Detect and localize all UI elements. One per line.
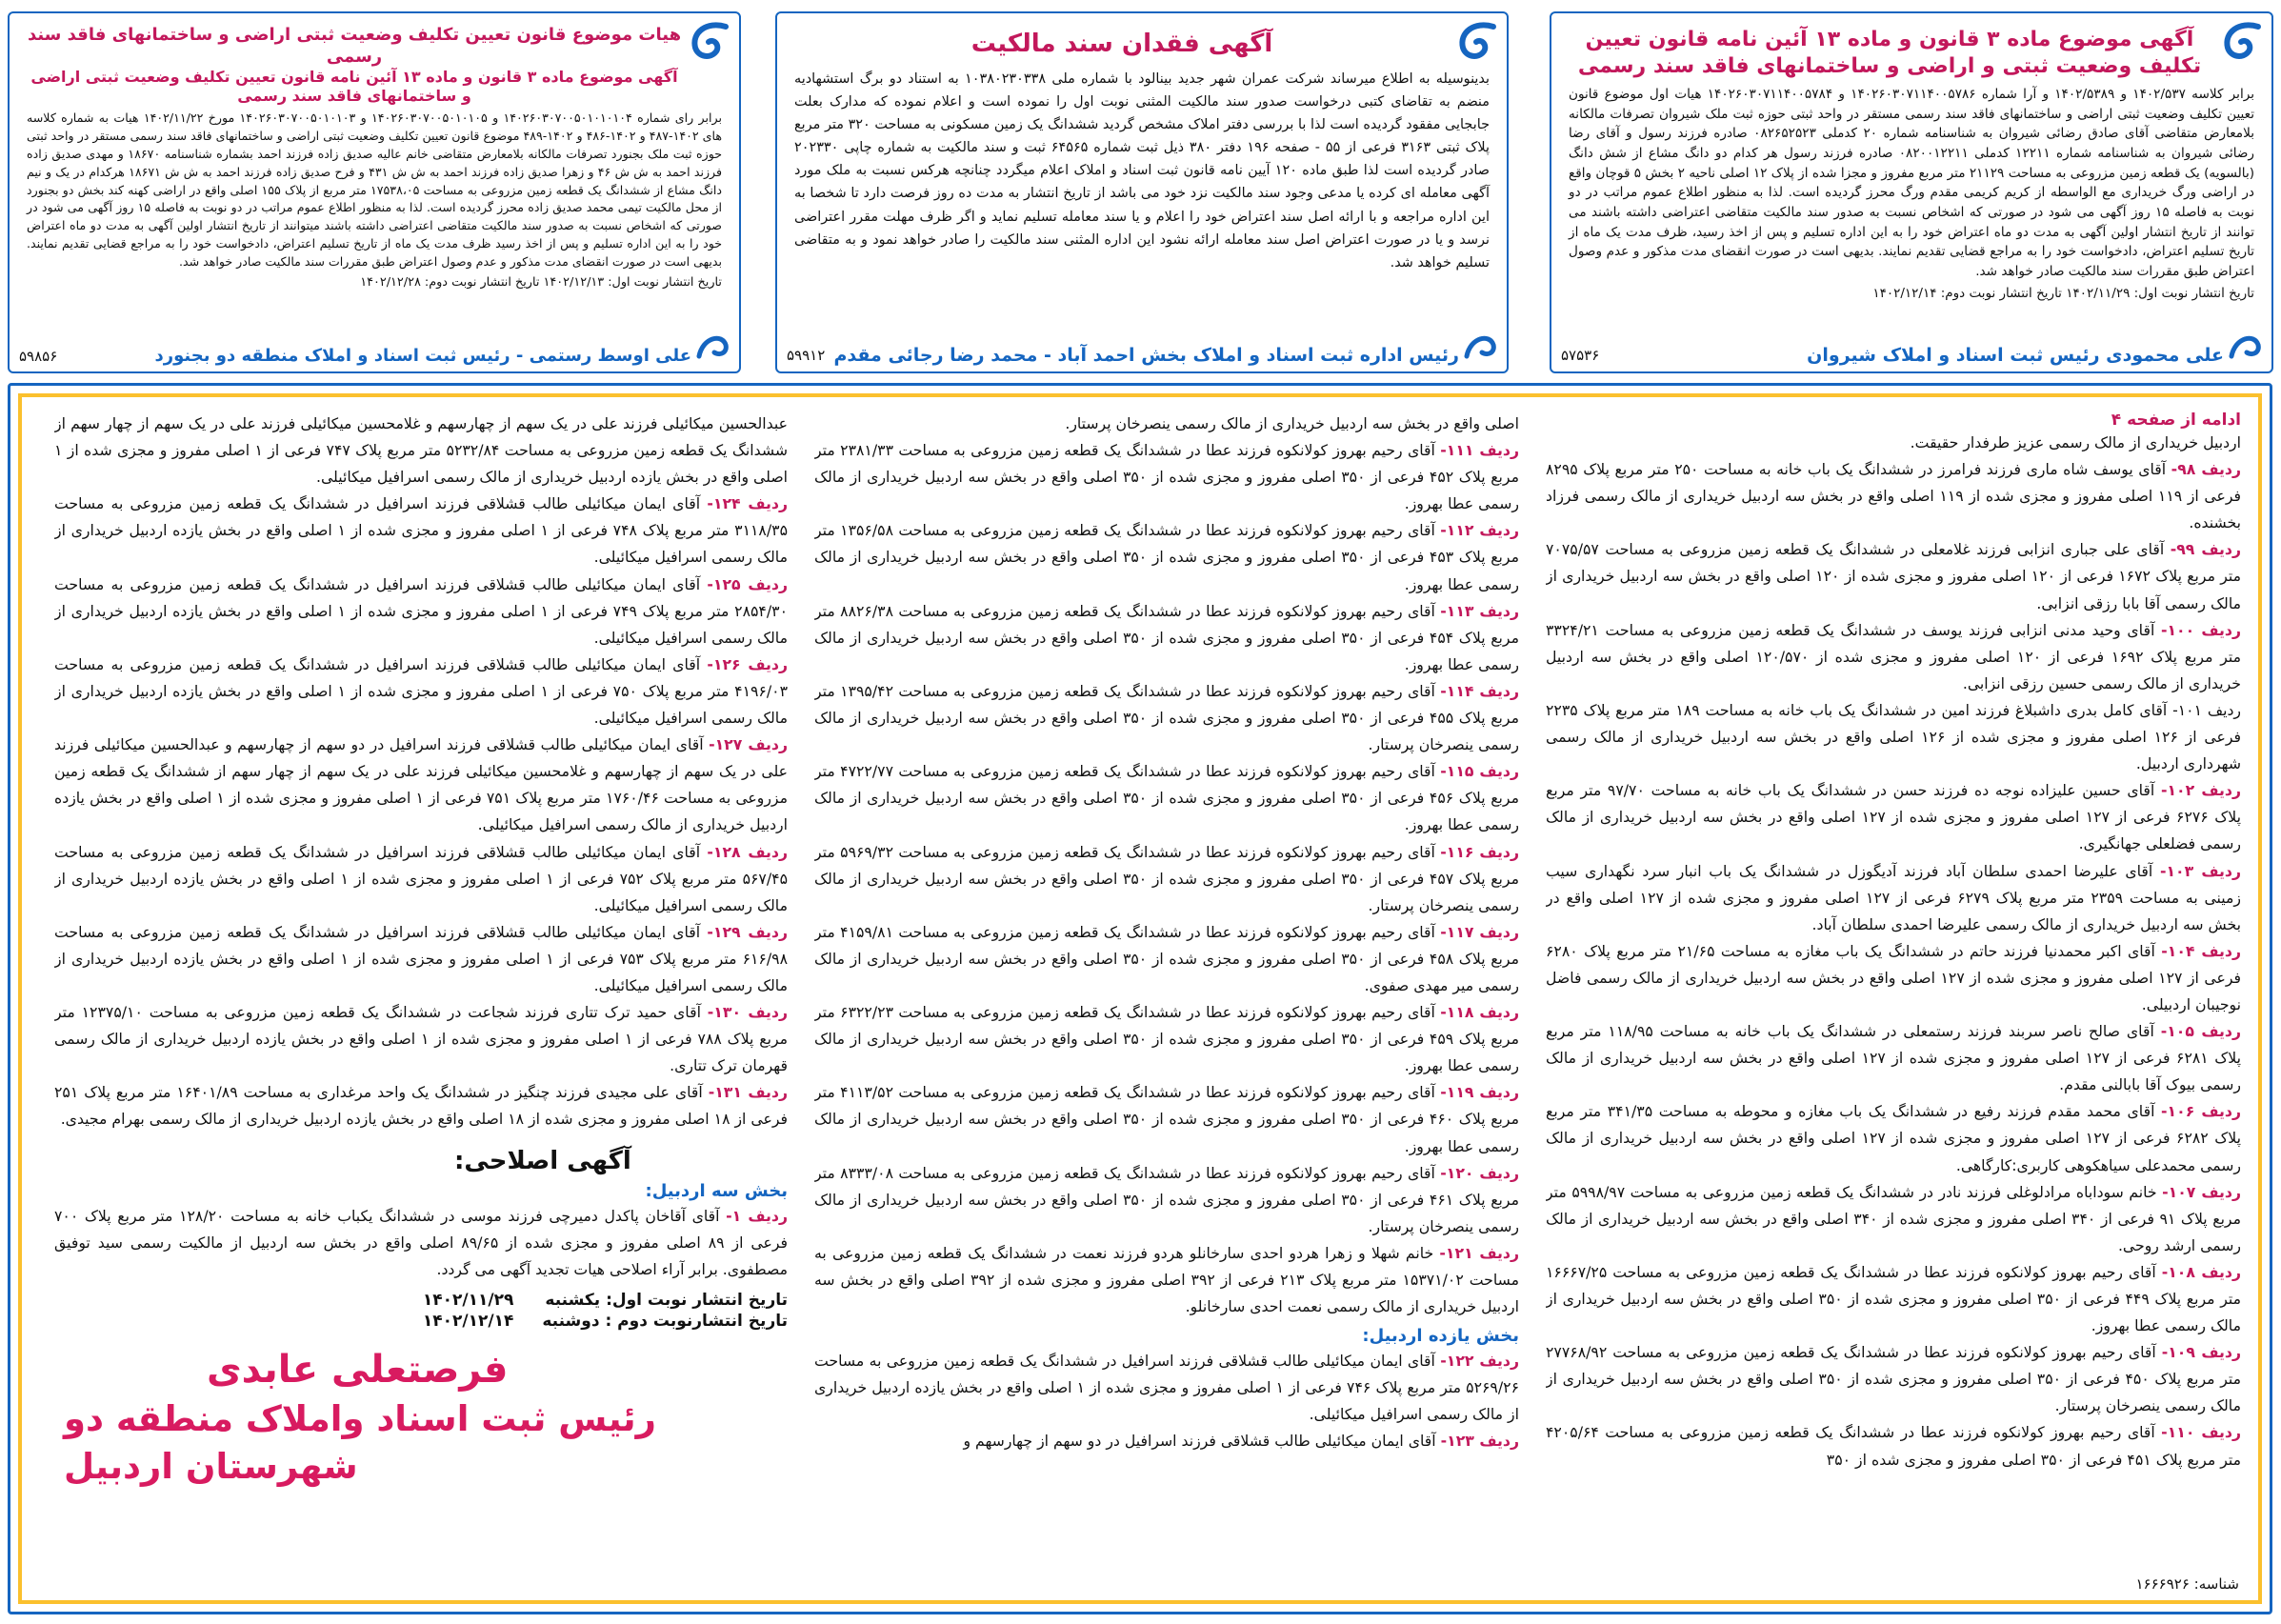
ad-signer: علی محمودی رئیس ثبت اسناد و املاک شیروان <box>1807 345 2224 366</box>
list-item <box>814 839 1519 919</box>
list-item <box>1546 1098 2241 1178</box>
row-text: آقای رحیم بهروز کولانکوه فرزند عطا در ششدانگ یک قطعه زمین مزروعی به مساحت ۱۳۹۵/۴۲ متر مربع پلاک ۴۵۵ فرعی از ۳۵۰ اصلی مفروز و مجزی شده از ۳۵۰ اصلی واقع در بخش سه اردبیل خریداری از مالک رسمی ینصرخان پرستار. <box>814 681 1519 754</box>
row-tag: ردیف ۱۰۵- <box>2160 1022 2241 1041</box>
list-item <box>54 491 788 571</box>
ad-subtitle: آگهی موضوع ماده ۳ قانون و ماده ۱۳ آئین نامه قانون تعیین تکلیف وضعیت ثبتی اراضی و ساختمانهای فاقد سند رسمی <box>30 68 678 105</box>
row-tag: ردیف ۱۰۹- <box>2161 1343 2241 1362</box>
row-tag: ردیف ۱۱۴- <box>1440 681 1519 700</box>
list-item <box>814 1428 1519 1454</box>
row-text: آقای محمد مقدم فرزند رفیع در ششدانگ یک باب مغازه و محوطه به مساحت ۳۴۱/۳۵ متر مربع پلاک ۶۲۸۲ فرعی از ۱۲۷ اصلی مفروز و مجزی شده از ۱۲۷ اصلی واقع در بخش سه اردبیل خریداری از مالک رسمی محمدعلی سیاهکوهی کاربری:کارگاهی. <box>1546 1102 2241 1174</box>
list-item <box>814 1240 1519 1320</box>
list-item <box>1546 456 2241 536</box>
main-notice <box>8 383 2272 1614</box>
ad-dates: تاریخ انتشار نوبت اول: ۱۴۰۲/۱۱/۲۹ تاریخ انتشار نوبت دوم: ۱۴۰۲/۱۲/۱۴ <box>1872 285 2254 301</box>
list-item <box>814 919 1519 999</box>
section-heading: بخش سه اردبیل: <box>645 1180 788 1201</box>
row-tag: ردیف ۱۱۳- <box>1440 601 1519 620</box>
row-text: آقای رحیم بهروز کولانکوه فرزند عطا در ششدانگ یک قطعه زمین مزروعی به مساحت ۶۳۲۲/۲۳ متر مربع پلاک ۴۵۹ فرعی از ۳۵۰ اصلی مفروز و مجزی شده از ۳۵۰ اصلی واقع در بخش سه اردبیل خریداری از مالک رسمی عطا بهروز. <box>814 1003 1519 1075</box>
swirl-ornament-icon <box>688 19 731 63</box>
ad-code: ۵۹۹۱۲ <box>787 347 826 364</box>
row-text: آقای رحیم بهروز کولانکوه فرزند عطا در ششدانگ یک قطعه زمین مزروعی به مساحت ۸۳۳۳/۰۸ متر مربع پلاک ۴۶۱ فرعی از ۳۵۰ اصلی مفروز و مجزی شده از ۳۵۰ اصلی واقع در بخش سه اردبیل خریداری از مالک رسمی ینصرخان پرستار. <box>814 1163 1519 1235</box>
main-notice-frame <box>18 393 2262 1604</box>
row-tag: ردیف ۱- <box>726 1206 788 1225</box>
list-item <box>54 732 788 838</box>
ad-code: ۵۹۸۵۶ <box>19 347 58 365</box>
row-tag: ردیف ۹۹- <box>2170 540 2241 559</box>
list-item <box>1546 938 2241 1018</box>
swirl-ornament-icon <box>1455 19 1499 63</box>
column-3 <box>54 411 788 1574</box>
row-tag: ردیف ۱۱۹- <box>1440 1083 1519 1102</box>
signer-block <box>54 1344 788 1491</box>
date2-value: ۱۴۰۲/۱۲/۱۴ <box>422 1311 514 1331</box>
list-item <box>54 652 788 732</box>
date1-label: تاریخ انتشار نوبت اول: یکشنبه <box>545 1290 788 1310</box>
ad-body: بدینوسیله به اطلاع میرساند شرکت عمران شهر جدید بینالود با شماره ملی ۱۰۳۸۰۲۳۰۳۳۸ به استناد دو برگ استشهادیه منضم به تقاضای کتبی درخواست صدور سند مالکیت المثنی نوبت اول را نموده است و اعلام نموده که مدارک بعلت جابجایی مفقود گردیده است لذا با بررسی دفتر املاک مشخص گردید ششدانگ یک زمین مسکونی به مساحت ۳۲۰ متر مربع پلاک ثبتی ۳۱۶۳ فرعی از ۵۵ - صفحه ۱۹۶ دفتر ۳۸۰ ذیل ثبت شماره ۶۴۵۶۵ ثبت و سند مالکیت به شماره چاپی ۲۰۲۳۳۰ صادر گردیده است لذا طبق ماده ۱۲۰ آیین نامه قانون ثبت اسناد و املاک اعلام میگردد چنانچه هرکس نسبت به ملک مورد آگهی معامله ای کرده یا مدعی وجود سند مالکیت نزد خود می باشد از تاریخ انتشار به مدت ده روز فرصت دارد تا شخصا به این اداره مراجعه و با ارائه اصل سند اعتراض خود را اعلام و یا سند معامله تسلیم نماید و اگر ظرف مهلت مقرر اعتراضی نرسد و یا در صورت اعتراض اصل سند معامله ارائه نشود این اداره المثنی سند مالکیت را صادر خواهد نمود و به متقاضی تسلیم خواهد شد. <box>794 70 1490 271</box>
ad-bojnourd <box>8 11 741 373</box>
swirl-ornament-icon <box>2226 328 2264 366</box>
row-tag: ردیف ۱۰۳- <box>2159 861 2241 880</box>
list-item <box>1546 1419 2241 1473</box>
row-tag: ردیف ۱۰۴- <box>2161 941 2241 960</box>
ad-title: آگهی موضوع ماده ۳ قانون و ماده ۱۳ آئین نامه قانون تعیین تکلیف وضعیت ثبتی و اراضی و ساختمانهای فاقد سند رسمی <box>1577 28 2202 78</box>
list-item <box>814 1079 1519 1159</box>
row-tag: ردیف ۱۱۲- <box>1440 521 1519 540</box>
row-tag: ردیف ۱۰۰- <box>2160 620 2241 639</box>
row-text: آقای اکبر محمدنیا فرزند حاتم در ششدانگ یک باب مغازه به مساحت ۲۱/۶۵ متر مربع پلاک ۶۲۸۰ فرعی از ۱۲۷ اصلی مفروز و مجزی شده از ۱۲۷ اصلی واقع در بخش سه اردبیل خریداری از مالک رسمی فاضل نوجیبان اردبیلی. <box>1546 941 2241 1013</box>
row-text: آقای علی جباری انزابی فرزند غلامعلی در ششدانگ یک قطعه زمین مزروعی به مساحت ۷۰۷۵/۵۷ متر مربع پلاک ۱۶۷۲ فرعی از ۱۲۰ اصلی مفروز و مجزی شده از ۱۲۰ اصلی واقع در بخش سه اردبیل خریداری از مالک رسمی آقا بابا رزقی انزابی. <box>1546 540 2241 612</box>
list-item <box>814 1348 1519 1428</box>
list-item <box>1546 536 2241 616</box>
list-item <box>814 999 1519 1079</box>
row-text: آقای رحیم بهروز کولانکوه فرزند عطا در ششدانگ یک قطعه زمین مزروعی به مساحت ۴۷۲۲/۷۷ متر مربع پلاک ۴۵۶ فرعی از ۳۵۰ اصلی مفروز و مجزی شده از ۳۵۰ اصلی واقع در بخش سه اردبیل خریداری از مالک رسمی عطا بهروز. <box>814 762 1519 834</box>
swirl-ornament-icon <box>1461 328 1499 366</box>
row-tag: ردیف ۱۱۰- <box>2161 1423 2241 1442</box>
ad-body: برابر کلاسه ۱۴۰۲/۵۳۷ و ۱۴۰۲/۵۳۸۹ و آرا شماره ۱۴۰۲۶۰۳۰۷۱۱۴۰۰۵۷۸۶ و ۱۴۰۲۶۰۳۰۷۱۱۴۰۰۵۷۸۴ هیات اول موضوع قانون تعیین تکلیف وضعیت ثبتی اراضی و ساختمانهای فاقد سند رسمی مستقر در واحد ثبتی حوزه ثبت ملک شیروان تصرفات مالکانه بلامعارض متقاضی آقای صادق رضائی شیروان به شناسنامه شماره ۲۰ کدملی ۰۸۲۶۵۲۵۲۳ صادره فرزند رسول و آقای رضا رضائی شیروان به شناسنامه شماره ۱۲۲۱۱ کدملی ۰۸۲۰۰۱۲۲۱۱ صادره فرزند رسول هر کدام دو دانگ مشاع از شش دانگ (بالسویه) یک قطعه زمین مزروعی به مساحت ۲۱۱۲۹ متر مربع مفروز و مجزا شده از پلاک ۱۲ اصلی ناحیه ۲ بخش ۵ قوچان واقع در اراضی ورگ خریداری مع الواسطه از کریم کریمی مقدم ورگ محرز گردیده است. لذا به منظور اطلاع عموم مراتب در دو نوبت به فاصله ۱۵ روز آگهی می شود در صورتی که اشخاص نسبت به صدور سند مالکیت متقاضی اعتراضی داشته باشند می توانند از تاریخ انتشار اولین آگهی به مدت دو ماه اعتراض خود را به این اداره تسلیم و پس از اخذ رسید، ظرف مدت یک ماه از تاریخ تسلیم اعتراض، دادخواست خود را به مراجع قضایی تقدیم نمایند. بدیهی است در صورت انقضای مدت مذکور و عدم وصول اعتراض طبق مقررات سند مالکیت صادر خواهد شد. <box>1569 87 2255 279</box>
row-tag: ردیف ۱۱۶- <box>1440 842 1519 861</box>
row-text: آقای رحیم بهروز کولانکوه فرزند عطا در ششدانگ یک قطعه زمین مزروعی به مساحت ۸۸۲۶/۳۸ متر مربع پلاک ۴۵۴ فرعی از ۳۵۰ اصلی مفروز و مجزی شده از ۳۵۰ اصلی واقع در بخش سه اردبیل خریداری از مالک رسمی عطا بهروز. <box>814 601 1519 673</box>
list-item <box>54 919 788 999</box>
list-item <box>1546 1259 2241 1339</box>
row-tag: ردیف ۱۱۷- <box>1440 922 1519 941</box>
list-item <box>814 1160 1519 1240</box>
list-item <box>1546 858 2241 938</box>
ad-title: هیات موضوع قانون تعیین تکلیف وضعیت ثبتی اراضی و ساختمانهای فاقد سند رسمی <box>27 25 682 67</box>
ad-footer <box>19 346 730 366</box>
row-text: آقای صالح ناصر سربند فرزند رستمعلی در ششدانگ یک باب خانه به مساحت ۱۱۸/۹۵ متر مربع پلاک ۶۲۸۱ فرعی از ۱۲۷ اصلی مفروز و مجزی شده از ۱۲۷ اصلی واقع در بخش سه اردبیل خریداری از مالک رسمی بیوک آقا بابالنی مقدم. <box>1546 1022 2241 1094</box>
signer-title: رئیس ثبت اسناد واملاک منطقه دو شهرستان اردبیل <box>64 1397 656 1487</box>
row-text: خانم سوداباه مرادلوغلی فرزند نادر در ششدانگ یک قطعه زمین مزروعی به مساحت ۵۹۹۸/۹۷ متر مربع پلاک ۹۱ فرعی از ۳۴۰ اصلی مفروز و مجزی شده از ۳۴۰ اصلی واقع در بخش سه اردبیل خریداری از مالک رسمی ارشد روحی. <box>1546 1182 2241 1254</box>
date1-value: ۱۴۰۲/۱۱/۲۹ <box>422 1290 514 1310</box>
list-item <box>54 839 788 919</box>
row-tag: ردیف ۱۱۸- <box>1440 1003 1519 1022</box>
row-tag: ردیف ۱۲۳- <box>1440 1432 1519 1451</box>
row-tag: ردیف ۱۳۰- <box>707 1003 788 1022</box>
row-text: آقای ایمان میکائیلی طالب قشلاقی فرزند اسرافیل در ششدانگ یک قطعه زمین مزروعی به مساحت ۵۶۷/۴۵ متر مربع پلاک ۷۵۲ فرعی از ۱ اصلی مفروز و مجزی شده از ۱ اصلی واقع در بخش یازده اردبیل خریداری از مالک رسمی اسرافیل میکائیلی. <box>54 842 788 914</box>
row-tag: ردیف ۱۲۷- <box>709 735 788 754</box>
notice-id: شناسه: ۱۶۶۶۹۲۶ <box>2135 1575 2239 1593</box>
list-item <box>1546 697 2241 777</box>
ad-dates: تاریخ انتشار نوبت اول: ۱۴۰۲/۱۲/۱۳ تاریخ انتشار نوبت دوم: ۱۴۰۲/۱۲/۲۸ <box>360 275 722 291</box>
row-tag: ردیف ۱۰۷- <box>2162 1182 2241 1201</box>
row-text: آقای رحیم بهروز کولانکوه فرزند عطا در ششدانگ یک قطعه زمین مزروعی به مساحت ۴۱۵۹/۸۱ متر مربع پلاک ۴۵۸ فرعی از ۳۵۰ اصلی مفروز و مجزی شده از ۳۵۰ اصلی واقع در بخش سه اردبیل خریداری از مالک رسمی میر مهدی صفوی. <box>814 922 1519 994</box>
ad-shirvan <box>1550 11 2273 373</box>
row-tag: ردیف ۱۰۸- <box>2161 1262 2241 1281</box>
row-text: خانم شهلا و زهرا هردو احدی سارخانلو هردو فرزند نعمت در ششدانگ یک قطعه زمین مزروعی به مساحت ۱۵۳۷۱/۰۲ متر مربع پلاک ۲۱۳ فرعی از ۳۹۲ اصلی مفروز و مجزی شده از ۳۹۲ اصلی واقع در بخش سه اردبیل خریداری از مالک رسمی نعمت احدی سارخانلو. <box>814 1243 1519 1316</box>
row-text: ردیف ۱۰۱- آقای کامل بدری داشبلاغ فرزند امین در ششدانگ یک باب خانه به مساحت ۱۸۹ متر مربع پلاک ۲۲۳۵ فرعی از ۱۲۶ اصلی مفروز و مجزی شده از ۱۲۶ اصلی واقع در بخش سه اردبیل خریداری از مالک رسمی شهرداری اردبیل. <box>1546 700 2241 773</box>
row-text: آقای ایمان میکائیلی طالب قشلاقی فرزند اسرافیل در ششدانگ یک قطعه زمین مزروعی به مساحت ۳۱۱۸/۳۵ متر مربع پلاک ۷۴۸ فرعی از ۱ اصلی مفروز و مجزی شده از ۱ اصلی واقع در بخش یازده اردبیل خریداری از مالک رسمی اسرافیل میکائیلی. <box>54 494 788 567</box>
row-text: آقای حسین علیزاده نوجه ده فرزند حسن در ششدانگ یک باب خانه به مساحت ۹۷/۷۰ متر مربع پلاک ۶۲۷۶ فرعی از ۱۲۷ اصلی مفروز و مجزی شده از ۱۲۷ اصلی واقع در بخش سه اردبیل خریداری از مالک رسمی فضلعلی جهانگیری. <box>1546 781 2241 853</box>
row-text: آقای رحیم بهروز کولانکوه فرزند عطا در ششدانگ یک قطعه زمین مزروعی به مساحت ۱۳۵۶/۵۸ متر مربع پلاک ۴۵۳ فرعی از ۳۵۰ اصلی مفروز و مجزی شده از ۳۵۰ اصلی واقع در بخش سه اردبیل خریداری از مالک رسمی عطا بهروز. <box>814 521 1519 593</box>
row-tag: ردیف ۱۲۲- <box>1440 1352 1519 1371</box>
ad-lost-deed <box>775 11 1509 373</box>
row-text: آقای آقاخان پاکدل دمیرچی فرزند موسی در ششدانگ یکباب خانه به مساحت ۱۲۸/۲۰ متر مربع پلاک ۷۰۰ فرعی از ۸۹ اصلی مفروز و مجزی شده از ۸۹/۶۵ اصلی واقع در بخش سه اردبیل از مالکیت رسمی سید توفیق مصطفوی. برابر آراء اصلاحی هیات تجدید آگهی می گردد. <box>54 1206 788 1278</box>
date2-label: تاریخ انتشارنوبت دوم : دوشنبه <box>542 1311 788 1331</box>
ad-footer <box>1561 345 2262 366</box>
row-text: آقای رحیم بهروز کولانکوه فرزند عطا در ششدانگ یک قطعه زمین مزروعی به مساحت ۴۲۰۵/۶۴ متر مربع پلاک ۴۵۱ فرعی از ۳۵۰ اصلی مفروز و مجزی شده از ۳۵۰ <box>1546 1423 2241 1469</box>
list-item <box>1546 617 2241 697</box>
row-text: آقای ایمان میکائیلی طالب قشلاقی فرزند اسرافیل در دو سهم از چهارسهم و <box>963 1432 1441 1451</box>
correction-title: آگهی اصلاحی: <box>454 1146 631 1175</box>
list-item <box>814 437 1519 517</box>
list-item <box>54 999 788 1079</box>
section-heading: بخش یازده اردبیل: <box>1362 1326 1519 1347</box>
ad-title: آگهی فقدان سند مالکیت <box>970 30 1273 58</box>
row-text: آقای رحیم بهروز کولانکوه فرزند عطا در ششدانگ یک قطعه زمین مزروعی به مساحت ۴۱۱۳/۵۲ متر مربع پلاک ۴۶۰ فرعی از ۳۵۰ اصلی مفروز و مجزی شده از ۳۵۰ اصلی واقع در بخش سه اردبیل خریداری از مالک رسمی عطا بهروز. <box>814 1083 1519 1155</box>
list-item <box>1546 1179 2241 1259</box>
row-tag: ردیف ۱۳۱- <box>708 1083 788 1102</box>
row-tag: ردیف ۱۲۰- <box>1440 1163 1519 1182</box>
row-text: آقای ایمان میکائیلی طالب قشلاقی فرزند اسرافیل در ششدانگ یک قطعه زمین مزروعی به مساحت ۴۱۹۶/۰۳ متر مربع پلاک ۷۵۰ فرعی از ۱ اصلی مفروز و مجزی شده از ۱ اصلی واقع در بخش یازده اردبیل خریداری از مالک رسمی اسرافیل میکائیلی. <box>54 654 788 728</box>
row-tag: ردیف ۱۲۸- <box>707 842 788 861</box>
list-item <box>1546 1339 2241 1419</box>
list-item <box>814 598 1519 678</box>
signer-name: فرصتعلی عابدی <box>207 1347 509 1392</box>
row-tag: ردیف ۱۰۲- <box>2160 781 2241 800</box>
list-item: عبدالحسین میکائیلی فرزند علی در یک سهم از چهارسهم و غلامحسین میکائیلی فرزند علی در یک سهم از چهار سهم از ششدانگ یک قطعه زمین مزروعی به مساحت ۵۲۳۲/۸۴ متر مربع پلاک ۷۴۷ فرعی از ۱ اصلی مفروز و مجزی شده از ۱ اصلی واقع در بخش یازده اردبیل خریداری از مالک رسمی اسرافیل میکائیلی. <box>54 414 788 487</box>
list-item <box>1546 1018 2241 1098</box>
row-text: آقای وحید مدنی انزابی فرزند یوسف در ششدانگ یک قطعه زمین مزروعی به مساحت ۳۳۲۴/۲۱ متر مربع پلاک ۱۶۹۲ فرعی از ۱۲۰ اصلی مفروز و مجزی شده از ۱۲۰/۵۷۰ اصلی واقع در بخش سه اردبیل خریداری از مالک رسمی حسین رزقی انزابی. <box>1546 620 2241 692</box>
row-text: آقای یوسف شاه ماری فرزند فرامرز در ششدانگ یک باب خانه به مساحت ۲۵۰ متر مربع پلاک ۸۲۹۵ فرعی از ۱۱۹ اصلی مفروز و مجزی شده از ۱۱۹ اصلی واقع در بخش سه اردبیل خریداری از مالک رسمی فرزاد بخشنده. <box>1546 460 2241 532</box>
row-tag: ردیف ۱۱۱- <box>1440 441 1519 460</box>
publication-dates <box>54 1291 788 1331</box>
row-text: آقای رحیم بهروز کولانکوه فرزند عطا در ششدانگ یک قطعه زمین مزروعی به مساحت ۵۹۶۹/۳۲ متر مربع پلاک ۴۵۷ فرعی از ۳۵۰ اصلی مفروز و مجزی شده از ۳۵۰ اصلی واقع در بخش سه اردبیل خریداری از مالک رسمی ینصرخان پرستار. <box>814 842 1519 914</box>
ad-signer: علی اوسط رستمی - رئیس ثبت اسناد و املاک منطقه دو بجنورد <box>154 346 691 366</box>
row-tag: ردیف ۱۲۱- <box>1439 1243 1519 1262</box>
column-1 <box>1546 411 2241 1574</box>
row-tag: ردیف ۱۲۵- <box>707 574 788 593</box>
row-tag: ردیف ۱۲۴- <box>707 494 788 513</box>
ad-body: برابر رای شماره ۱۴۰۲۶۰۳۰۷۰۰۵۰۱۰۱۰۱۰۴ و ۱۴۰۲۶۰۳۰۷۰۰۵۰۱۰۱۰۵ و ۱۴۰۲۶۰۳۰۷۰۰۵۰۱۰۱۰۳ مورخ ۱۴۰۲/۱۱/۲۲ هیات به شماره کلاسه های ۱۴۰۲-۴۸۷ و ۱۴۰۲-۴۸۶ و ۱۴۰۲-۴۸۹ موضوع قانون تعیین تکلیف وضعیت ثبتی اراضی و ساختمانهای فاقد سند رسمی مستقر در واحد ثبتی حوزه ثبت ملک بجنورد تصرفات مالکانه بلامعارض متقاضی خانم عالیه صدیق زاده فرزند احمد بشماره شناسنامه ۱۸۶۷۰ و مهدی صدیق زاده فرزند احمد به ش ش ۴۶ و زهرا صدیق زاده فرزند احمد به ش ش ۴۳۱ و فرح صدیق زاده فرزند احمد به ش ش ۱۸۶۷۱ هرکدام در یک و نیم دانگ مشاع از ششدانگ یک قطعه زمین مزروعی به مساحت ۱۷۵۳۸،۰۵ متر مربع از پلاک ۱۵۵ اصلی واقع در اراضی کهنه کند بخش دو بجنورد از محل مالکیت تیمی محمد صدیق زاده محرز گردیده است. لذا به منظور اطلاع عموم مراتب در دو نوبت به فاصله ۱۵ روز آگهی می شود در صورتی که اشخاص نسبت به صدور سند مالکیت متقاضی اعتراضی داشته باشند میتوانند از تاریخ انتشار اولین آگهی به مدت دو ماه اعتراض خود را به این اداره تسلیم و پس از اخذ رسید ظرف مدت یک ماه از تاریخ تسلیم اعتراض، دادخواست خود را به مراجع قضایی تقدیم نمایند. بدیهی است در صورت انقضای مدت مذکور و عدم وصول اعتراض طبق مقررات سند مالکیت صادر خواهد شد. <box>27 110 723 270</box>
ad-signer: رئیس اداره ثبت اسناد و املاک بخش احمد آباد - محمد رضا رجائی مقدم <box>833 345 1459 366</box>
list-item <box>54 1203 788 1283</box>
row-tag: ردیف ۱۲۹- <box>707 922 788 941</box>
row-text: آقای رحیم بهروز کولانکوه فرزند عطا در ششدانگ یک قطعه زمین مزروعی به مساحت ۲۷۷۶۸/۹۲ متر مربع پلاک ۴۵۰ فرعی از ۳۵۰ اصلی مفروز و مجزی شده از ۳۵۰ اصلی واقع در بخش سه اردبیل خریداری از مالک رسمی ینصرخان پرستار. <box>1546 1343 2241 1415</box>
row-text: آقای علی مجیدی فرزند چنگیز در ششدانگ یک واحد مرغداری به مساحت ۱۶۴۰۱/۸۹ متر مربع پلاک ۲۵۱ فرعی از ۱۸ اصلی مفروز و مجزی شده از ۱۸ اصلی واقع در بخش یازده اردبیل خریداری از مالک رسمی بهرام مجیدی. <box>54 1083 788 1129</box>
list-item <box>814 678 1519 758</box>
swirl-ornament-icon <box>693 328 731 366</box>
row-text: آقای رحیم بهروز کولانکوه فرزند عطا در ششدانگ یک قطعه زمین مزروعی به مساحت ۲۳۸۱/۳۳ متر مربع پلاک ۴۵۲ فرعی از ۳۵۰ اصلی مفروز و مجزی شده از ۳۵۰ اصلی واقع در بخش سه اردبیل خریداری از مالک رسمی عطا بهروز. <box>814 441 1519 513</box>
row-text: آقای علیرضا احمدی سلطان آباد فرزند آدیگوزل در ششدانگ یک باب انبار سرد نگهداری سیب زمینی به مساحت ۲۳۵۹ متر مربع پلاک ۶۲۷۹ فرعی از ۱۲۷ اصلی مفروز و مجزی شده از ۱۲۷ اصلی واقع در بخش سه اردبیل خریداری از مالک رسمی علیرضا احمدی سلطان آباد. <box>1546 861 2241 933</box>
row-text: آقای ایمان میکائیلی طالب قشلاقی فرزند اسرافیل در ششدانگ یک قطعه زمین مزروعی به مساحت ۵۲۶۹/۲۶ متر مربع پلاک ۷۴۶ فرعی از ۱ اصلی مفروز و مجزی شده از ۱ اصلی واقع در بخش یازده اردبیل خریداری از مالک رسمی اسرافیل میکائیلی. <box>814 1352 1519 1424</box>
row-tag: ردیف ۱۲۶- <box>707 654 788 673</box>
list-item: اصلی واقع در بخش سه اردبیل خریداری از مالک رسمی ینصرخان پرستار. <box>1065 414 1519 432</box>
column-2 <box>814 411 1519 1574</box>
row-tag: ردیف ۱۱۵- <box>1440 762 1519 781</box>
row-text: آقای رحیم بهروز کولانکوه فرزند عطا در ششدانگ یک قطعه زمین مزروعی به مساحت ۱۶۶۶۷/۲۵ متر مربع پلاک ۴۴۹ فرعی از ۳۵۰ اصلی مفروز و مجزی شده از ۳۵۰ اصلی واقع در بخش سه اردبیل خریداری از مالک رسمی عطا بهروز. <box>1546 1262 2241 1335</box>
ad-code: ۵۷۵۳۶ <box>1561 347 1600 364</box>
list-item <box>814 758 1519 838</box>
swirl-ornament-icon <box>2220 19 2264 63</box>
ad-footer <box>787 345 1497 366</box>
row-tag: ردیف ۱۰۶- <box>2161 1102 2241 1121</box>
list-item <box>54 571 788 652</box>
row-text: آقای ایمان میکائیلی طالب قشلاقی فرزند اسرافیل در ششدانگ یک قطعه زمین مزروعی به مساحت ۶۱۶/۹۸ متر مربع پلاک ۷۵۳ فرعی از ۱ اصلی مفروز و مجزی شده از ۱ اصلی واقع در بخش یازده اردبیل خریداری از مالک رسمی اسرافیل میکائیلی. <box>54 922 788 994</box>
row-text: آقای حمید ترک تتاری فرزند شجاعت در ششدانگ یک قطعه زمین مزروعی به مساحت ۱۲۳۷۵/۱۰ متر مربع پلاک ۷۸۸ فرعی از ۱ اصلی مفروز و مجزی شده از ۱ اصلی واقع در بخش یازده اردبیل خریداری از مالک رسمی قهرمان ترک تتاری. <box>54 1003 788 1075</box>
list-item: اردبیل خریداری از مالک رسمی عزیز طرفدار حقیقت. <box>1910 433 2241 451</box>
row-text: آقای ایمان میکائیلی طالب قشلاقی فرزند اسرافیل در دو سهم از چهارسهم و عبدالحسین میکائیلی فرزند علی در یک سهم از چهارسهم و غلامحسین میکائیلی فرزند علی در یک سهم از چهار سهم از ششدانگ یک قطعه زمین مزروعی به مساحت ۱۷۶۰/۴۶ متر مربع پلاک ۷۵۱ فرعی از ۱ اصلی مفروز و مجزی شده از ۱ اصلی واقع در بخش یازده اردبیل خریداری از مالک رسمی اسرافیل میکائیلی. <box>54 735 788 834</box>
list-item <box>1546 777 2241 857</box>
list-item <box>54 1079 788 1133</box>
continued-heading: ادامه از صفحه ۴ <box>2111 411 2241 430</box>
row-tag: ردیف ۹۸- <box>2171 460 2241 479</box>
list-item <box>814 517 1519 597</box>
row-text: آقای ایمان میکائیلی طالب قشلاقی فرزند اسرافیل در ششدانگ یک قطعه زمین مزروعی به مساحت ۲۸۵۴/۳۰ متر مربع پلاک ۷۴۹ فرعی از ۱ اصلی مفروز و مجزی شده از ۱ اصلی واقع در بخش یازده اردبیل خریداری از مالک رسمی اسرافیل میکائیلی. <box>54 574 788 647</box>
